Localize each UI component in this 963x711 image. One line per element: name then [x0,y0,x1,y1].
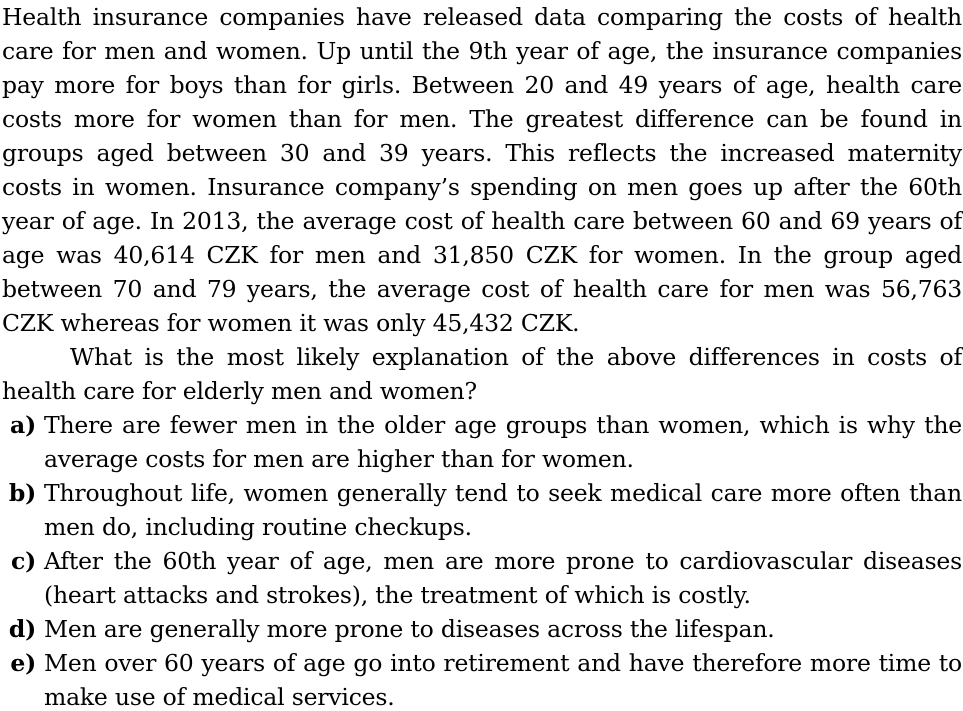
option-a-text: There are fewer men in the older age groups than women, which is why the average costs for men are higher than for women. [44,411,962,473]
option-a-label: a) [10,411,36,439]
option-c-text: After the 60th year of age, men are more prone to cardiovascular diseases (heart attacks and strokes), the treatment of which is costly. [44,547,962,609]
question-paragraph: What is the most likely explanation of the above differences in costs of health care for elderly men and women? [2,343,962,405]
option-a [2,408,962,476]
option-d-text: Men are generally more prone to diseases across the lifespan. [44,615,775,643]
option-d [2,612,962,646]
option-b-text: Throughout life, women generally tend to seek medical care more often than men do, including routine checkups. [44,479,962,541]
option-d-label: d) [8,615,36,643]
option-b [2,476,962,544]
option-b-label: b) [8,479,36,507]
option-c [2,544,962,612]
answer-options-list [2,408,962,711]
option-e-label: e) [10,649,36,677]
intro-paragraph: Health insurance companies have released data comparing the costs of health care for men and women. Up until the 9th year of age, the insurance companies pay more for boys than for girls. Between 20 and 49 years of age, health care costs more for women than for men. The greatest difference can be found in groups aged between 30 and 39 years. This reflects the increased maternity costs in women. Insurance company’s spending on men goes up after the 60th year of age. In 2013, the average cost of health care between 60 and 69 years of age was 40,614 CZK for men and 31,850 CZK for women. In the group aged between 70 and 79 years, the average cost of health care for men was 56,763 CZK whereas for women it was only 45,432 CZK. [2,3,962,337]
option-c-label: c) [10,547,36,575]
option-e-text: Men over 60 years of age go into retirement and have therefore more time to make use of medical services. [44,649,962,711]
option-e [2,646,962,711]
